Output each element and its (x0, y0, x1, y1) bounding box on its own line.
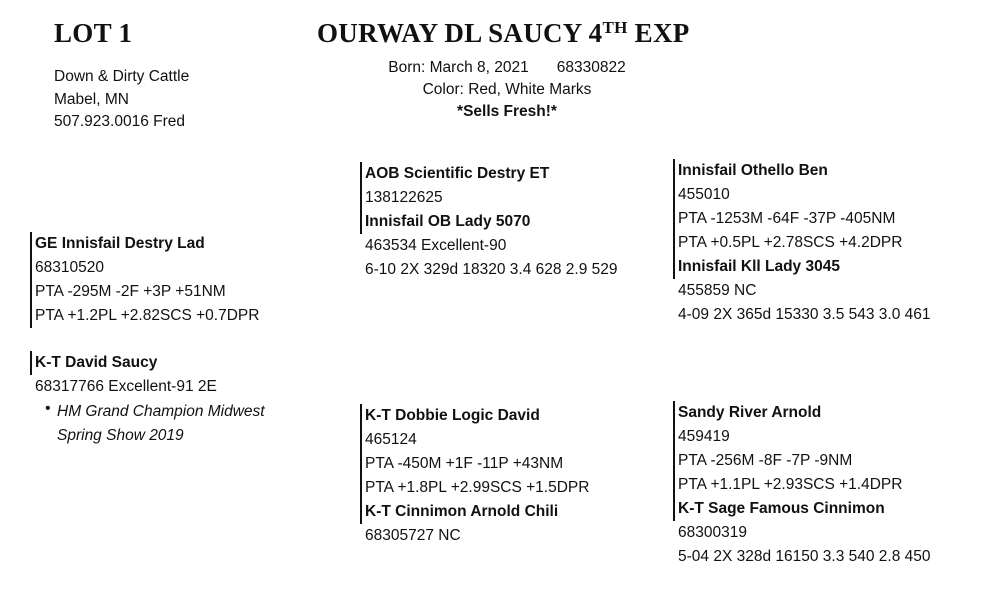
pedigree-pta: PTA -450M +1F -11P +43NM (365, 455, 564, 472)
sire-dam-details (365, 234, 618, 282)
pedigree-name: K-T Dobbie Logic David (365, 407, 540, 424)
dam-details (35, 375, 217, 399)
bullet-icon: • (45, 400, 51, 417)
consignor-phone: 507.923.0016 Fred (54, 113, 185, 130)
pedigree-reg: 68317766 Excellent-91 2E (35, 378, 217, 395)
pedigree-pta: PTA +1.8PL +2.99SCS +1.5DPR (365, 479, 590, 496)
registration-number: 68330822 (556, 59, 626, 76)
pedigree-reg: 455859 NC (678, 282, 757, 299)
sire-dam-block (360, 210, 530, 234)
pedigree-reg: 465124 (365, 431, 417, 448)
pedigree-record: 6-10 2X 329d 18320 3.4 628 2.9 529 (365, 261, 618, 278)
pedigree-name: GE Innisfail Destry Lad (35, 235, 205, 252)
award-line: HM Grand Champion Midwest (57, 403, 265, 420)
dam-dam-block (360, 500, 558, 524)
dam-award (35, 400, 305, 448)
consignor-name: Down & Dirty Cattle (54, 68, 190, 85)
lot-label: LOT 1 (54, 18, 133, 48)
ss-sire-block (673, 159, 902, 255)
pedigree-record: 5-04 2X 328d 16150 3.3 540 2.8 450 (678, 548, 931, 565)
sire-block (30, 232, 259, 328)
ds-dam-details (678, 521, 931, 569)
animal-title (317, 18, 690, 49)
title-main: OURWAY DL SAUCY 4 (317, 18, 603, 48)
consignor-block (54, 66, 189, 134)
award-line: Spring Show 2019 (57, 427, 184, 444)
ss-dam-block (673, 255, 840, 279)
pedigree-name: Innisfail Kll Lady 3045 (678, 258, 840, 275)
pedigree-reg: 463534 Excellent-90 (365, 237, 507, 254)
pedigree-reg: 455010 (678, 186, 730, 203)
pedigree-name: K-T Cinnimon Arnold Chili (365, 503, 559, 520)
pedigree-reg: 68300319 (678, 524, 747, 541)
pedigree-name: Innisfail OB Lady 5070 (365, 213, 531, 230)
pedigree-name: Innisfail Othello Ben (678, 162, 828, 179)
ds-dam-block (673, 497, 885, 521)
ds-sire-block (673, 401, 902, 497)
pedigree-name: Sandy River Arnold (678, 404, 822, 421)
title-superscript: TH (602, 18, 628, 37)
consignor-location: Mabel, MN (54, 90, 129, 108)
pedigree-name: K-T Sage Famous Cinnimon (678, 500, 885, 517)
pedigree-pta: PTA +1.1PL +2.93SCS +1.4DPR (678, 476, 903, 493)
ss-dam-details (678, 279, 931, 327)
pedigree-record: 4-09 2X 365d 15330 3.5 543 3.0 461 (678, 306, 931, 323)
pedigree-name: AOB Scientific Destry ET (365, 165, 550, 182)
sells-fresh-note: *Sells Fresh!* (457, 103, 557, 120)
pedigree-pta: PTA -1253M -64F -37P -405NM (678, 210, 896, 227)
dam-sire-block (360, 404, 589, 500)
pedigree-reg: 68310520 (35, 259, 104, 276)
pedigree-reg: 459419 (678, 428, 730, 445)
pedigree-pta: PTA +1.2PL +2.82SCS +0.7DPR (35, 307, 260, 324)
color-line: Color: Red, White Marks (422, 81, 592, 98)
pedigree-pta: PTA -295M -2F +3P +51NM (35, 283, 226, 300)
pedigree-reg: 138122625 (365, 189, 443, 206)
sire-sire-block (360, 162, 549, 210)
born-line (357, 57, 657, 79)
dam-block (30, 351, 157, 375)
title-suffix: EXP (627, 18, 690, 48)
dam-dam-details (365, 524, 461, 548)
pedigree-pta: PTA +0.5PL +2.78SCS +4.2DPR (678, 234, 903, 251)
pedigree-reg: 68305727 NC (365, 527, 461, 544)
born-date: Born: March 8, 2021 (388, 59, 529, 76)
animal-info (357, 57, 657, 123)
pedigree-name: K-T David Saucy (35, 354, 158, 371)
pedigree-pta: PTA -256M -8F -7P -9NM (678, 452, 853, 469)
